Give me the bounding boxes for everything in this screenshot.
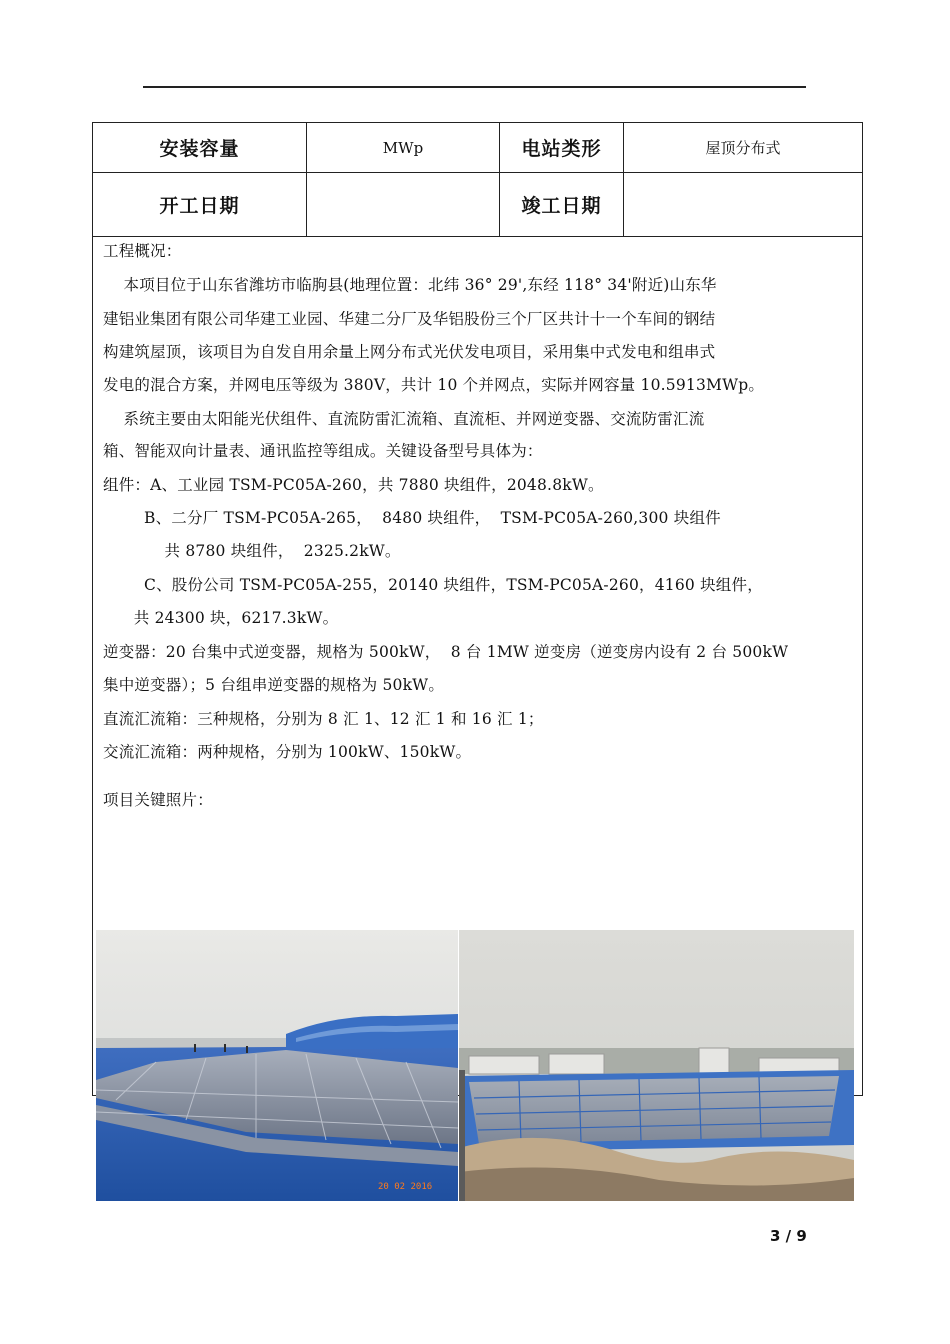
table-row [93,173,863,237]
rooftop-photo-left [96,930,458,1201]
overview-line: 共 24300 块，6217.3kW。 [103,609,339,627]
rooftop-photo-right-image [459,930,854,1201]
overview-line: 逆变器：20 台集中式逆变器，规格为 500kW， 8 台 1MW 逆变房（逆变房内设有 2 台 500kW [103,643,789,661]
finish-date-label: 竣工日期 [500,173,624,237]
capacity-label: 安装容量 [93,123,307,173]
photo-date-stamp: 20 02 2016 [378,1182,433,1192]
overview-line: 直流汇流箱：三种规格，分别为 8 汇 1、12 汇 1 和 16 汇 1； [103,710,544,728]
overview-line: 集中逆变器）；5 台组串逆变器的规格为 50kW。 [103,676,445,694]
overview-line: 发电的混合方案，并网电压等级为 380V，共计 10 个并网点，实际并网容量 10.5913MWp。 [103,376,765,394]
photos-heading: 项目关键照片： [103,791,213,809]
overview-line: C、股份公司 TSM-PC05A-255，20140 块组件，TSM-PC05A-260，4160 块组件， [103,576,763,594]
overview-line: B、二分厂 TSM-PC05A-265， 8480 块组件， TSM-PC05A-260,300 块组件 [103,509,721,527]
capacity-value: MWp [307,123,500,173]
overview-line: 组件：A、工业园 TSM-PC05A-260，共 7880 块组件，2048.8kW。 [103,476,604,494]
overview-line: 交流汇流箱：两种规格，分别为 100kW、150kW。 [103,743,472,761]
rooftop-photo-right [459,930,854,1201]
station-type-value: 屋顶分布式 [624,123,863,173]
station-type-label: 电站类形 [500,123,624,173]
overview-heading: 工程概况： [103,242,182,260]
overview-line: 本项目位于山东省潍坊市临朐县(地理位置：北纬 36° 29',东经 118° 34'附近)山东华 [103,276,717,294]
header-rule [143,86,806,88]
start-date-value [307,173,500,237]
rooftop-photo-left-image [96,930,458,1201]
overview-line: 共 8780 块组件， 2325.2kW。 [103,542,401,560]
overview-line: 系统主要由太阳能光伏组件、直流防雷汇流箱、直流柜、并网逆变器、交流防雷汇流 [103,410,705,428]
project-info-table [92,122,863,1192]
overview-line: 建铝业集团有限公司华建工业园、华建二分厂及华铝股份三个厂区共计十一个车间的钢结 [103,310,716,328]
finish-date-value [624,173,863,237]
page-number: 3 / 9 [770,1227,807,1245]
overview-line: 箱、智能双向计量表、通讯监控等组成。关键设备型号具体为： [103,442,543,460]
overview-line: 构建筑屋顶，该项目为自发自用余量上网分布式光伏发电项目，采用集中式发电和组串式 [103,343,716,361]
project-overview-cell [93,237,863,1192]
table-row [93,123,863,173]
start-date-label: 开工日期 [93,173,307,237]
